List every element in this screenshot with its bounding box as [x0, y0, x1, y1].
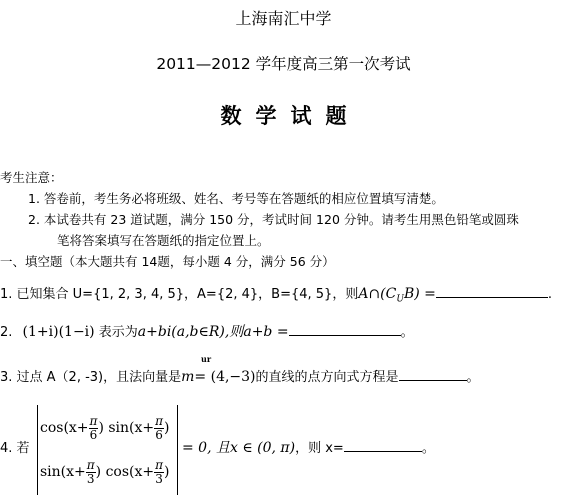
- q1-sub: U: [396, 294, 404, 305]
- det-r2-b: ) cos(x+: [95, 464, 155, 480]
- q3-text: 3. 过点 A（2, -3)，且法向量是: [0, 370, 182, 385]
- det-left-bar: [37, 405, 38, 495]
- q2-num: 2.: [0, 325, 13, 340]
- question-2: [0, 321, 414, 341]
- det-r1-frac1: $\frac{\pi}{6}$: [89, 413, 98, 442]
- notice-title: 考生注意：: [0, 170, 63, 185]
- det-r2-a: sin(x+: [40, 464, 86, 480]
- q3-end: 。: [466, 370, 480, 385]
- q1-answer-blank: [436, 285, 548, 298]
- exam-title: 2011—2012 学年度高三第一次考试: [156, 55, 411, 73]
- det-row-1: [40, 410, 169, 446]
- q1-text: 1. 已知集合 U={1, 2, 3, 4, 5}，A={2, 4}，B={4, 5}，则: [0, 287, 359, 302]
- det-r2-frac2: $\frac{\pi}{3}$: [155, 457, 164, 486]
- q1-math: A∩(C: [358, 286, 397, 302]
- q3-vector-arrow: ur: [201, 354, 212, 364]
- section-title: 一、填空题（本大题共有 14题，每小题 4 分，满分 56 分）: [0, 254, 335, 269]
- subject-title: 数学试题: [220, 104, 361, 128]
- q3-suffix: 的直线的点方向式方程是: [255, 370, 399, 385]
- q4-end: 。: [421, 441, 435, 456]
- det-r1-frac2: $\frac{\pi}{6}$: [155, 413, 164, 442]
- notice-item-2: 2. 本试卷共有 23 道试题，满分 150 分，考试时间 120 分钟。请考生用黑色铅笔或圆珠: [28, 212, 519, 227]
- q2-end: 。: [400, 325, 414, 340]
- q2-then: 则a+b =: [229, 324, 289, 340]
- q1-end: .: [547, 287, 553, 302]
- q3-answer-blank: [399, 368, 467, 381]
- det-r2-close: ): [164, 464, 170, 480]
- q2-expr2: a+bi(a,b∈R),: [137, 324, 230, 340]
- q3-vector-value: = (4,−3): [194, 369, 256, 385]
- q2-mid: 表示为: [98, 325, 138, 340]
- q4-num: 4. 若: [0, 441, 30, 456]
- question-3: [0, 366, 480, 385]
- q4-ask: ，则 x=: [295, 441, 344, 456]
- q2-expr: (1+i)(1−i): [22, 324, 95, 340]
- q4-cond: = 0, 且x ∈ (0, π): [182, 440, 296, 456]
- q3-vector: m: [181, 369, 195, 385]
- school-name: 上海南汇中学: [235, 9, 332, 28]
- q2-answer-blank: [289, 323, 401, 336]
- det-r1-close: ): [164, 420, 170, 436]
- det-r1-b: ) sin(x+: [98, 420, 155, 436]
- q4-condition: [182, 437, 435, 457]
- q4-answer-blank: [344, 439, 422, 452]
- q1-math2: B) =: [403, 286, 436, 302]
- question-1: [0, 283, 552, 305]
- notice-item-2-cont: 笔将答案填写在答题纸的指定位置上。: [57, 233, 270, 248]
- det-right-bar: [177, 405, 178, 495]
- notice-item-1: 1. 答卷前，考生务必将班级、姓名、考号等在答题纸的相应位置填写清楚。: [28, 191, 444, 206]
- det-r2-frac1: $\frac{\pi}{3}$: [86, 457, 95, 486]
- det-row-2: [40, 454, 170, 490]
- det-r1-a: cos(x+: [40, 420, 89, 436]
